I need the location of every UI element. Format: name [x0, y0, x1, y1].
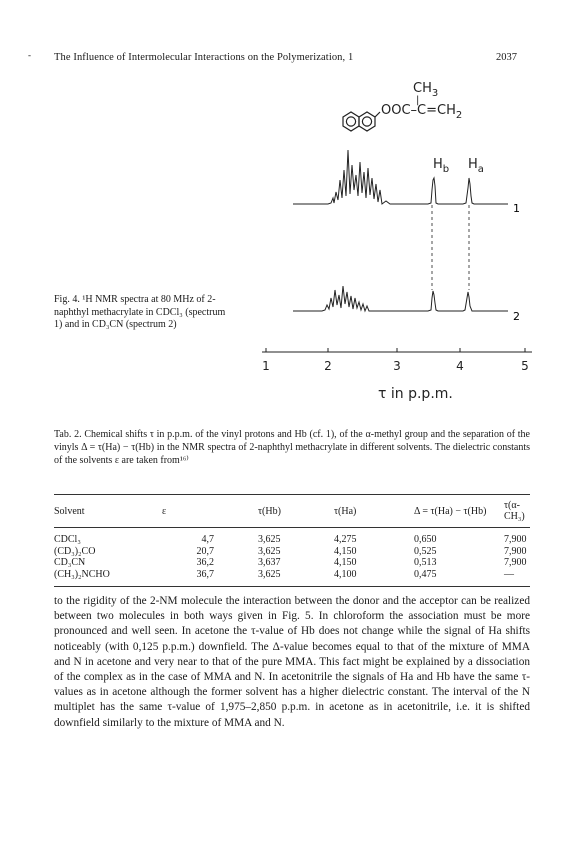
- cell-tau-ha: 4,100: [334, 569, 414, 587]
- nmr-figure: [0, 0, 576, 410]
- header-solvent: Solvent: [54, 495, 162, 528]
- axis-tick-4: 4: [456, 359, 464, 373]
- cell-tau-ha: 4,275: [334, 534, 357, 545]
- cell-tau-methyl: 7,900: [504, 545, 527, 557]
- table-row: [54, 569, 530, 587]
- ester-label: OOC–$C=CH_2$: [381, 103, 463, 121]
- cell-delta: 0,525: [414, 545, 437, 557]
- cell-tau-hb: 3,625: [258, 545, 281, 557]
- ha-label: $H_a$: [468, 157, 484, 175]
- cell-epsilon: 36,7: [162, 569, 258, 587]
- header-tau-hb: τ(Hb): [258, 495, 334, 528]
- cell-epsilon: 20,7: [196, 545, 214, 557]
- naphthalene-ring-icon: [343, 112, 380, 131]
- table-header-row: [54, 495, 530, 528]
- chemical-shift-table: [54, 494, 530, 587]
- table-row: [54, 546, 530, 558]
- axis-tick-3: 3: [393, 359, 401, 373]
- cell-solvent: (CH₃)₂NCHO: [54, 569, 162, 587]
- ch3-label: $CH_3$: [413, 81, 439, 99]
- cell-solvent: (CD₃)₂CO: [54, 545, 96, 557]
- cell-solvent: CD₃CN: [54, 557, 86, 568]
- spectrum-2-trace: [293, 286, 508, 311]
- cell-tau-methyl: 7,900: [504, 557, 527, 568]
- running-title: The Influence of Intermolecular Interactions on the Polymerization, 1: [54, 52, 354, 63]
- axis-tick-5: 5: [521, 359, 529, 373]
- cell-tau-hb: 3,625: [258, 569, 334, 587]
- cell-epsilon: 36,2: [196, 557, 214, 568]
- cell-delta: 0,650: [414, 534, 437, 545]
- figure-caption-text: ¹H NMR spectra at 80 MHz of 2-naphthyl methacrylate in CDCl₃ (spectrum 1) and in CD₃CN (spectrum 2): [54, 294, 226, 330]
- cell-tau-methyl: 7,900: [504, 534, 527, 545]
- cell-epsilon: 4,7: [201, 534, 214, 545]
- cell-tau-ha: 4,150: [334, 557, 357, 568]
- axis-tick-2: 2: [324, 359, 332, 373]
- spectrum-label-2: 2: [513, 310, 520, 323]
- header-tau-ha: τ(Ha): [334, 495, 414, 528]
- cell-tau-methyl: —: [504, 569, 530, 587]
- header-tau-methyl: τ(α-CH₃): [504, 495, 530, 528]
- figure-caption-prefix: Fig. 4.: [54, 294, 80, 305]
- axis-label: τ in p.p.m.: [378, 386, 453, 402]
- axis-tick-1: 1: [262, 359, 270, 373]
- cell-delta: 0,513: [414, 557, 437, 568]
- cell-tau-hb: 3,637: [258, 557, 281, 568]
- methacrylate-structure: [381, 81, 462, 121]
- table-caption: Tab. 2. Chemical shifts τ in p.p.m. of the vinyl protons and Hb (cf. 1), of the α-methyl group and the separation of the vinyls Δ = τ(Ha) − τ(Hb) in the NMR spectra of 2-naphthyl methacrylate in different solvents. The dielectric constants of the solvents ε are taken from¹⁶⁾: [54, 429, 530, 466]
- cell-tau-hb: 3,625: [258, 534, 281, 545]
- body-paragraph: [54, 594, 530, 731]
- table-row: [54, 557, 530, 569]
- margin-mark: -: [28, 50, 31, 60]
- figure-caption: [54, 294, 230, 332]
- header-delta: Δ = τ(Ha) − τ(Hb): [414, 495, 504, 528]
- cell-solvent: CDCl₃: [54, 534, 81, 545]
- body-paragraph-text: to the rigidity of the 2-NM molecule the interaction between the donor and the acceptor can be realized between two molecules in both ways given in Fig. 5. In chloroform the association must be more pronounced and well seen. In acetone the τ-value of Hb does not change while the signal of Ha shifts noticeably (with 0,125 p.p.m.) downfield. The Δ-value becomes equal to that of the mixture of MMA and N in acetone and very near to that of the pure MMA. This fact might be explained by a dissociation of the complex as in the case of MMA and N. In acetonitrile the signals of Ha and Hb have the same τ-values as in acetone although the former solvent has a higher dielectric constant. The interval of the N multiplet has the same τ-value of 1,975–2,850 p.p.m. in acetone as in acetonitrile, i.e. it is shifted downfield similarly to the mixture of MMA and N.: [54, 595, 530, 729]
- page-number: 2037: [496, 52, 517, 63]
- hb-label: $H_b$: [433, 157, 450, 175]
- vertical-bond: |: [416, 95, 420, 106]
- header-epsilon: ε: [162, 495, 258, 528]
- table-row: [54, 528, 530, 546]
- spectrum-label-1: 1: [513, 202, 520, 215]
- cell-delta: 0,475: [414, 569, 504, 587]
- cell-tau-ha: 4,150: [334, 545, 357, 557]
